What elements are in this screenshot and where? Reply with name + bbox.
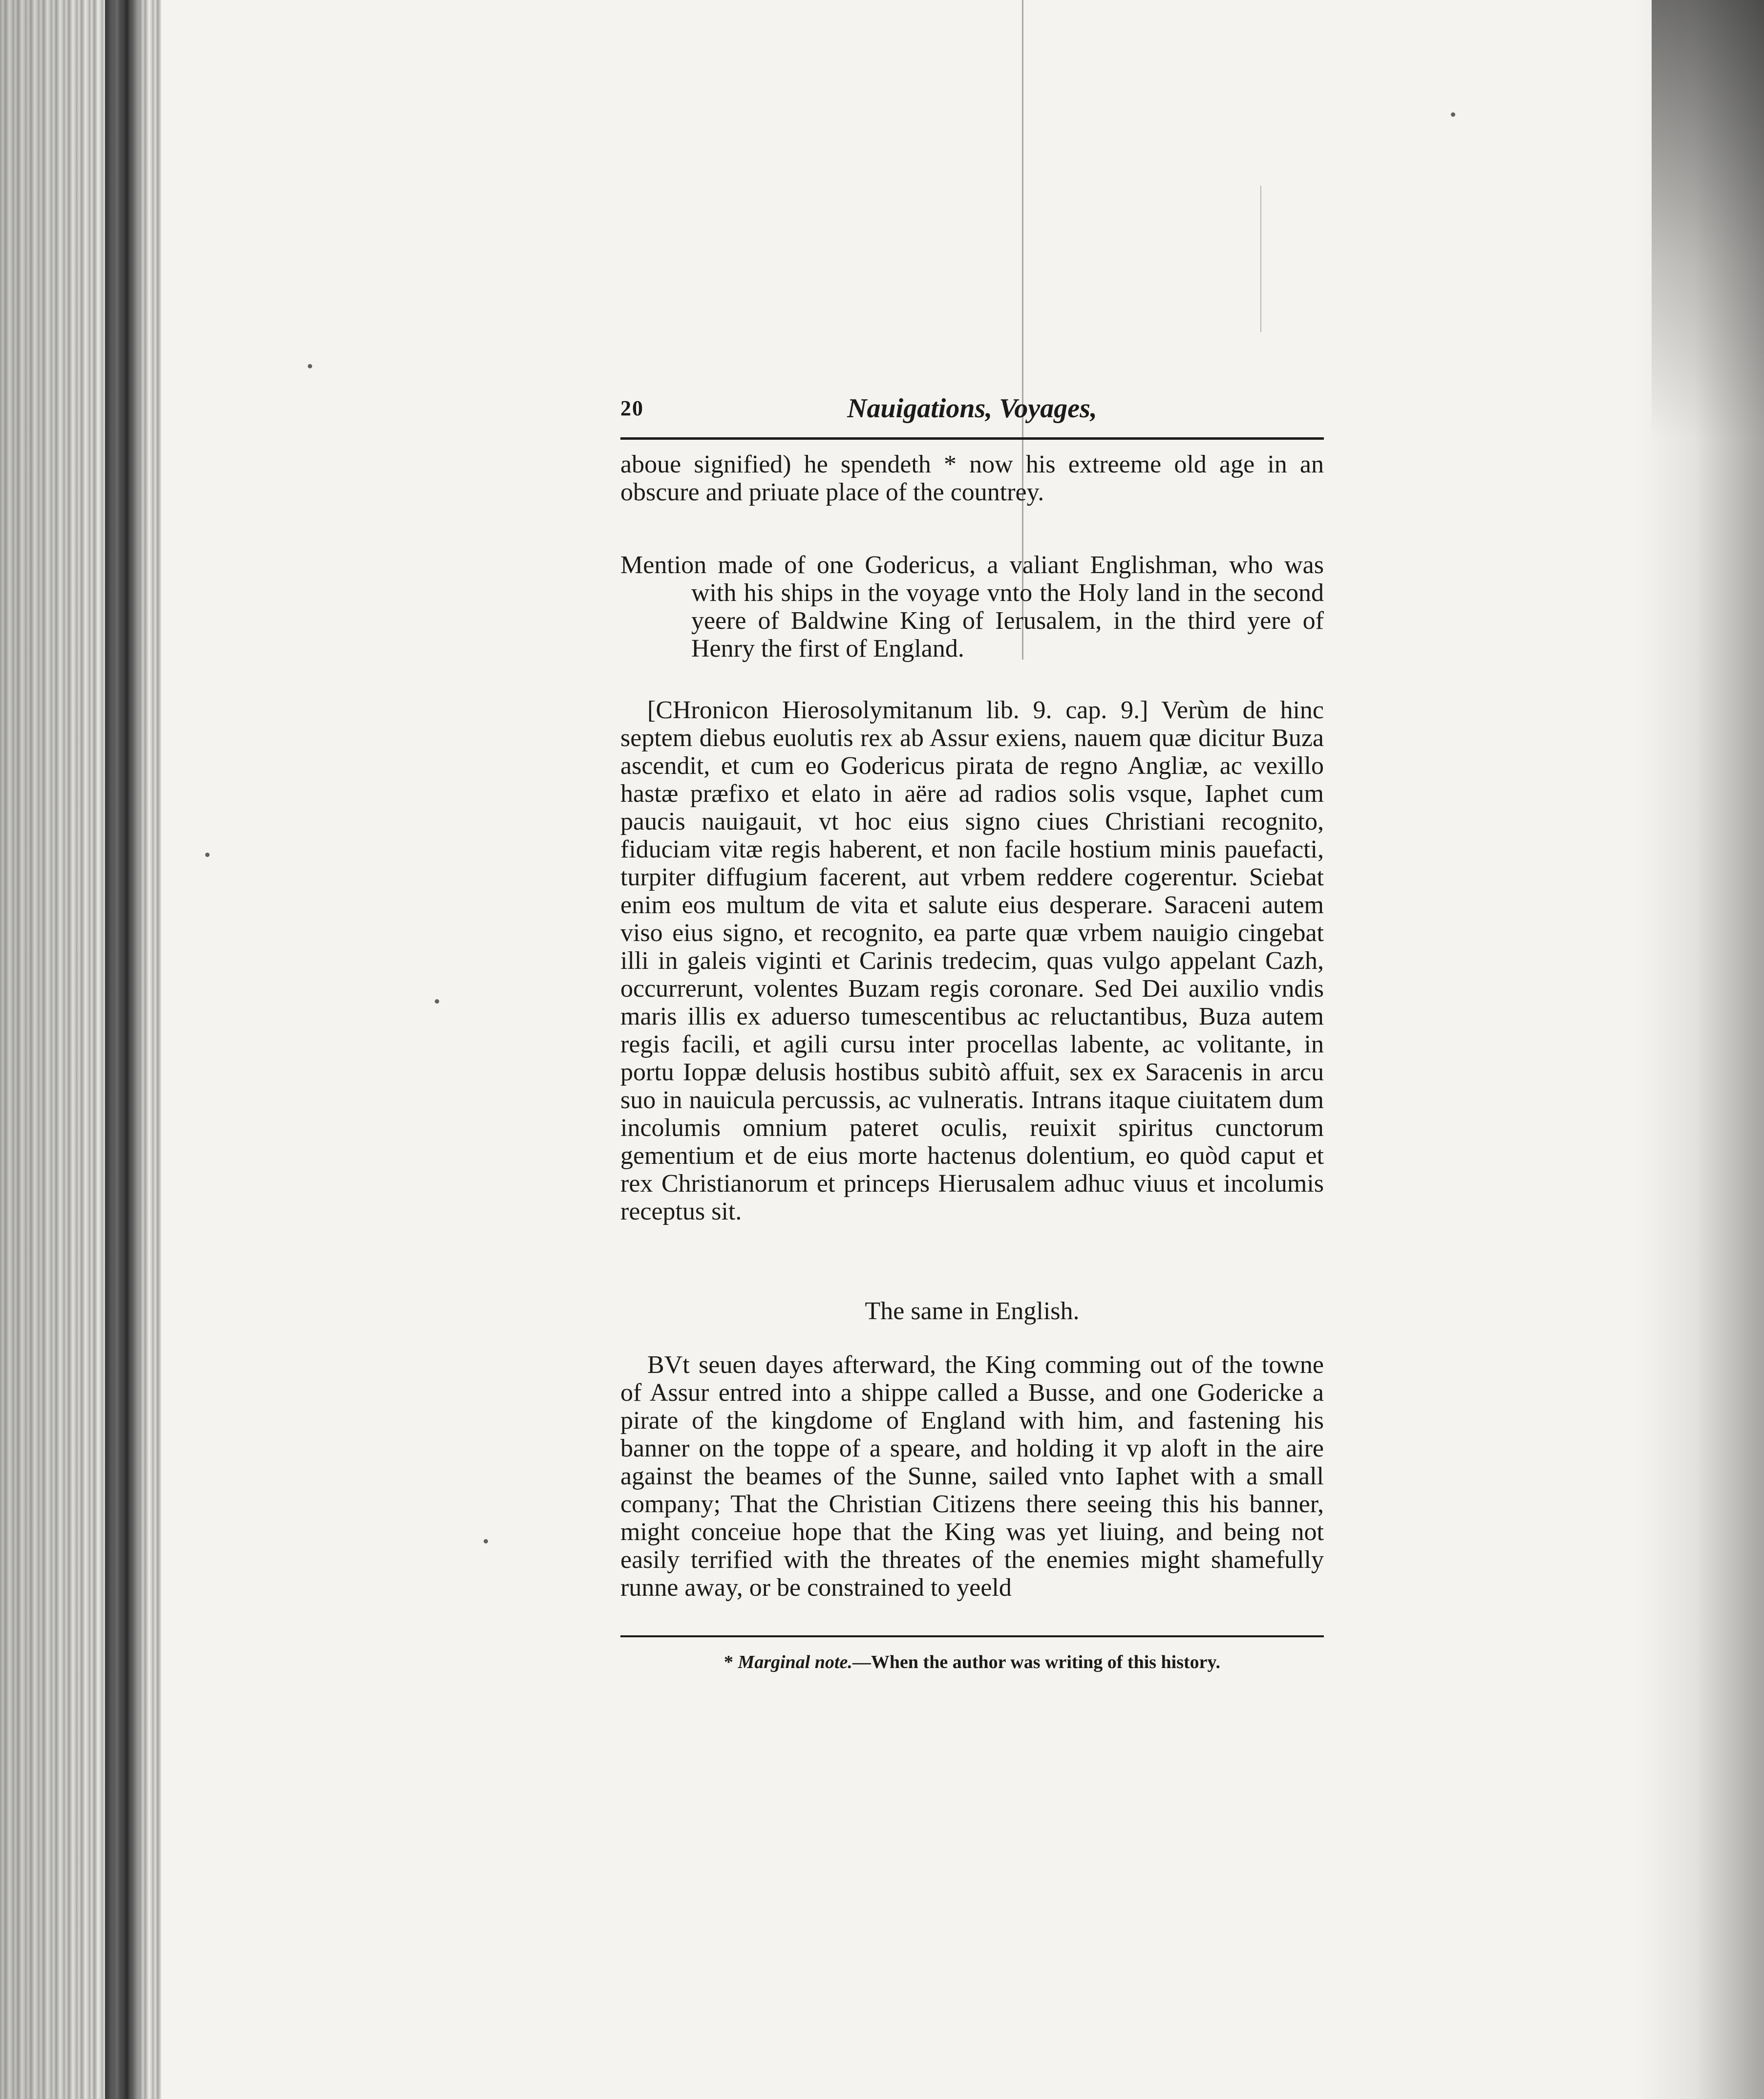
scan-speck <box>435 999 439 1004</box>
english-subheading: The same in English. <box>865 1297 1080 1325</box>
footnote-rule <box>620 1635 1324 1637</box>
continuation-paragraph: aboue signified) he spendeth * now his extreeme old age in an obscure and priuate place of the countrey. <box>620 450 1324 506</box>
scan-edge-right-top <box>1652 0 1764 440</box>
footnote-marker: * <box>724 1652 734 1672</box>
page-header <box>620 393 1324 435</box>
english-paragraph: BVt seuen dayes afterward, the King comming out of the towne of Assur entred into a shippe called a Busse, and one Godericke a pirate of the kingdome of England with him, and fastening his banner on the toppe of a speare, and holding it vp aloft in the aire against the beames of the Sunne, sailed vnto Iaphet with a small company; That the Christian Citizens there seeing this his banner, might conceiue hope that the King was yet liuing, and being not easily terrified with the threates of the enemies might shamefully runne away, or be constrained to yeeld <box>620 1351 1324 1602</box>
scan-binding-shadow <box>105 0 144 2099</box>
scan-speck <box>308 364 312 368</box>
latin-paragraph: [CHronicon Hierosolymitanum lib. 9. cap. 9.] Verùm de hinc septem diebus euolutis rex ab Assur exiens, nauem quæ dicitur Buza ascendit, et cum eo Godericus pirata de regno Angliæ, ac vexillo hastæ præfixo et elato in aëre ad radios solis vsque, Iaphet cum paucis nauigauit, vt hoc eius signo ciues Christiani recognito, fiduciam vitæ regis haberent, et non facile hostium minis pauefacti, turpiter diffugium facerent, aut vrbem reddere cogerentur. Sciebat enim eos multum de vita et salute eius desperare. Saraceni autem viso eius signo, et recognito, ea parte quæ vrbem nauigio cingebat illi in galeis viginti et Carinis tredecim, quas vulgo appelant Cazh, occurrerunt, volentes Buzam regis coronare. Sed Dei auxilio vndis maris illis ex aduerso tumescentibus ac reluctantibus, Buza autem regis facili, et agili cursu inter procellas labente, ac volitante, in portu Ioppæ delusis hostibus subitò affuit, sex ex Saracenis in arcu suo in nauicula percussis, ac vulneratis. Intrans itaque ciuitatem dum incolumis omnium pateret oculis, reuixit spiritus cunctorum gementium et de eius morte hactenus dolentium, eo quòd caput et rex Christianorum et princeps Hierusalem adhuc viuus et incolumis receptus sit. <box>620 696 1324 1225</box>
section-heading: Mention made of one Godericus, a valiant Englishman, who was with his ships in the voyage vnto the Holy land in the second yeere of Baldwine King of Ierusalem, in the third yere of Henry the first of England. <box>620 551 1324 663</box>
header-rule <box>620 437 1324 440</box>
footnote <box>620 1651 1324 1673</box>
scan-speck <box>1451 112 1455 117</box>
scan-speck <box>484 1539 488 1543</box>
running-title: Nauigations, Voyages, <box>847 393 1097 424</box>
footnote-label: Marginal note. <box>738 1652 852 1672</box>
paper-fold-line-secondary <box>1260 186 1261 332</box>
footnote-text: —When the author was writing of this history. <box>852 1652 1220 1672</box>
scan-speck <box>205 853 210 857</box>
page-number: 20 <box>620 396 644 420</box>
